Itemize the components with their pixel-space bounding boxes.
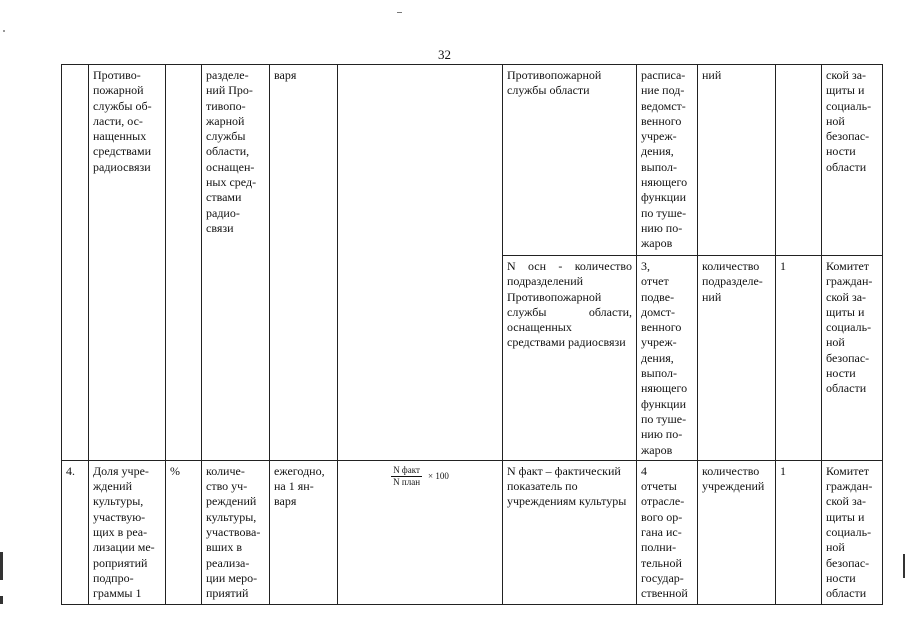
cell-indicator-name: Доля учре- ждений культуры, участвую- щих в реа- лизации ме- роприятий подпро- граммы 1 [89,460,166,604]
table-row [62,65,883,256]
cell-coverage: 1 [776,256,822,461]
cell-unit-of-observation: количество учреждений [698,460,776,604]
formula-fraction [391,465,422,488]
cell-unit [166,65,202,461]
cell-definition: разделе- ний Про- тивопо- жарной службы области, оснащен- ных сред- ствами радио- связи [202,65,270,461]
formula [342,465,498,488]
cell-unit: % [166,460,202,604]
cell-data-source: расписа- ние под- ведомст- венного учреж- дения, выпол- няющего функции по туше- нию по- жаров [637,65,698,256]
cell-basic-indicators: N осн - количество подразделений Противопожарной службы области, оснащенных средствами радиосвязи [503,256,637,461]
formula-multiplier: × 100 [428,470,449,481]
cell-data-source: 4 отчеты отрасле- вого ор- гана ис- полни- тельной государ- ственной [637,460,698,604]
cell-definition: количе- ство уч- реждений культуры, участвова- вших в реализа- ции меро- приятий [202,460,270,604]
left-scan-mark [0,552,3,580]
scan-dot [3,30,5,32]
page-number: 32 [438,47,451,62]
cell-coverage [776,65,822,256]
cell-coverage: 1 [776,460,822,604]
cell-formula [338,65,503,461]
table-row [62,460,883,604]
cell-responsible: Комитет граждан- ской за- щиты и социаль- ной безопас- ности области [822,256,883,461]
cell-indicator-name: Противо- пожарной службы об- ласти, ос- нащенных средствами радиосвязи [89,65,166,461]
cell-periodicity: варя [270,65,338,461]
cell-basic-indicators: N факт – фактический показатель по учреждениям культуры [503,460,637,604]
cell-data-source: 3, отчет подве- домст- венного учреж- дения, выпол- няющего функции по туше- нию по- жаров [637,256,698,461]
formula-numerator: N факт [393,464,420,475]
top-dash-mark [397,12,402,13]
left-scan-mark [0,596,3,604]
cell-number: 4. [62,460,89,604]
cell-formula [338,460,503,604]
cell-unit-of-observation: ний [698,65,776,256]
indicator-table [61,64,883,605]
cell-responsible: ской за- щиты и социаль- ной безопас- ности области [822,65,883,256]
cell-number [62,65,89,461]
formula-denominator: N план [393,476,421,487]
cell-periodicity: ежегодно, на 1 ян- варя [270,460,338,604]
cell-unit-of-observation: количество подразделе- ний [698,256,776,461]
cell-responsible: Комитет граждан- ской за- щиты и социаль- ной безопас- ности области [822,460,883,604]
cell-basic-indicators: Противопожарной службы области [503,65,637,256]
